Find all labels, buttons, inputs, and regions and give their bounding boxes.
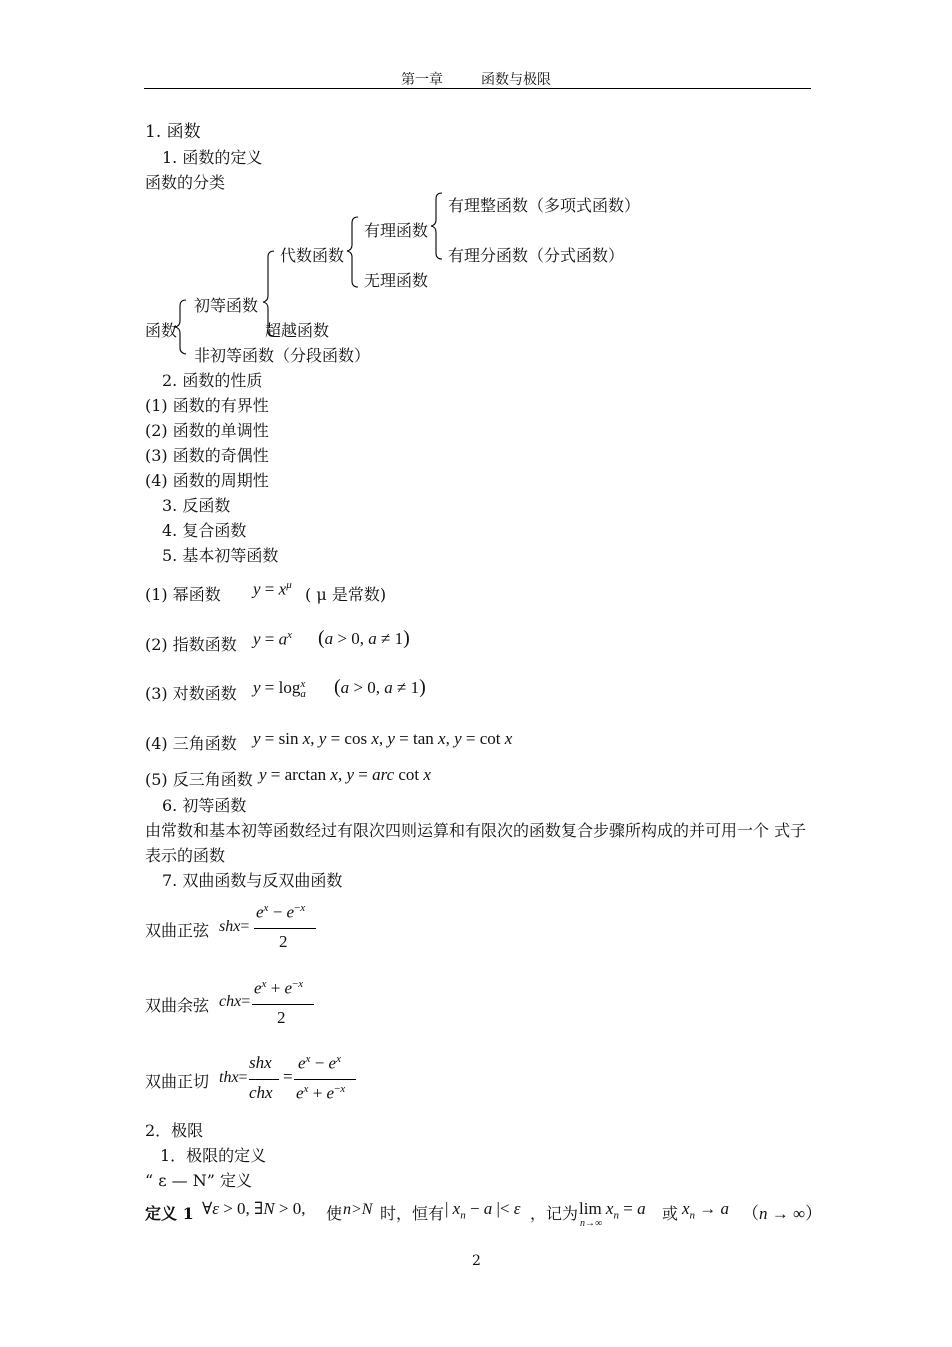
brace-rational [431, 193, 442, 259]
brace-algebraic [347, 217, 358, 287]
log-formula: y = log x a [253, 678, 306, 701]
header-chapter: 第一章 [401, 72, 443, 88]
epsilon-n-title: “ ε — N” 定义 [145, 1171, 252, 1190]
power-formula: $y = x^\mu$ [253, 579, 292, 599]
basic-log-label: (3) 对数函数 [145, 684, 237, 703]
exp-condition: (a > 0, a ≠ 1) [318, 627, 410, 649]
arc-formula: y = arctan x, y = arc cot x [259, 765, 431, 784]
elementary-definition-line1: 由常数和基本初等函数经过有限次四则运算和有限次的函数复合步骤所构成的并可用一个 式子 [145, 821, 807, 840]
sinh-symbol: shx= [219, 918, 250, 935]
tree-fractional: 有理分函数（分式函数） [448, 246, 625, 265]
definition-n-gt-n: n>N [343, 1201, 373, 1218]
basic-power-label: (1) 幂函数 [145, 585, 221, 604]
subsection-properties: 2. 函数的性质 [162, 371, 263, 390]
tree-non-elementary: 非初等函数（分段函数） [194, 346, 371, 365]
cosh-symbol: chx= [219, 993, 251, 1010]
brace-root [175, 300, 186, 354]
property-bounded: (1) 函数的有界性 [145, 396, 269, 415]
tree-rational: 有理函数 [364, 221, 429, 240]
basic-arc-label: (5) 反三角函数 [145, 770, 253, 789]
sinh-fraction: $e^x - e^{-x}$ 2 [254, 902, 316, 954]
tree-elementary: 初等函数 [194, 296, 259, 315]
definition-limit: $\lim x_n = a$ [579, 1199, 646, 1222]
tree-root: 函数 [145, 321, 178, 340]
definition-text-d: 或 [662, 1204, 679, 1223]
subsection-definition: 1. 函数的定义 [162, 148, 263, 167]
definition-inequality: | $x_n - a$ |< ε [445, 1199, 521, 1222]
subsection-basic: 5. 基本初等函数 [162, 546, 279, 565]
basic-trig-label: (4) 三角函数 [145, 734, 237, 753]
tree-braces [0, 0, 952, 400]
definition-limit-subscript: n→∞ [580, 1218, 603, 1229]
sinh-label: 双曲正弦 [145, 921, 210, 940]
property-parity: (3) 函数的奇偶性 [145, 446, 269, 465]
subsection-inverse: 3. 反函数 [162, 496, 231, 515]
basic-exp-label: (2) 指数函数 [145, 635, 237, 654]
section-1-title: 1. 函数 [145, 122, 201, 142]
definition-text-c: ，记为 [530, 1204, 579, 1223]
definition-condition: （n → ∞） [742, 1204, 823, 1223]
tanh-label: 双曲正切 [145, 1072, 210, 1091]
tanh-equals: = [283, 1067, 293, 1086]
property-monotonic: (2) 函数的单调性 [145, 421, 269, 440]
tree-algebraic: 代数函数 [280, 246, 345, 265]
brace-elementary [263, 251, 274, 336]
definition-1-label: 定义 1 [145, 1204, 194, 1223]
cosh-fraction: $e^x + e^{-x}$ 2 [252, 978, 314, 1030]
header-title: 函数与极限 [481, 72, 551, 88]
definition-text-b: 时，恒有 [380, 1204, 445, 1223]
subsection-hyperbolic: 7. 双曲函数与反双曲函数 [162, 871, 343, 890]
subsection-composite: 4. 复合函数 [162, 521, 247, 540]
definition-text-a: 使 [326, 1204, 343, 1223]
tanh-symbol: thx= [219, 1069, 248, 1086]
subsection-elementary: 6. 初等函数 [162, 796, 247, 815]
elementary-definition-line2: 表示的函数 [145, 846, 226, 865]
log-condition: (a > 0, a ≠ 1) [334, 676, 426, 698]
section-2-title: 2．极限 [145, 1121, 204, 1140]
cosh-label: 双曲余弦 [145, 996, 210, 1015]
tree-transcendental: 超越函数 [265, 321, 330, 340]
tanh-fraction-left: shx chx [249, 1053, 279, 1105]
trig-formula: y = sin x, y = cos x, y = tan x, y = cot x [253, 729, 513, 748]
definition-quantifiers: ∀ε > 0, ∃N > 0, [202, 1199, 306, 1218]
page-number: 2 [472, 1253, 481, 1269]
tree-irrational: 无理函数 [364, 271, 429, 290]
tree-polynomial: 有理整函数（多项式函数） [448, 196, 641, 215]
exp-formula: $y = a^x$ [253, 629, 293, 649]
property-periodic: (4) 函数的周期性 [145, 471, 269, 490]
definition-arrow: $x_n \to a$ [682, 1199, 730, 1222]
classification-title: 函数的分类 [145, 173, 226, 192]
tanh-fraction-right: $e^x - e^x$ $e^x + e^{-x}$ [294, 1053, 356, 1105]
basic-power-note: ( μ 是常数) [305, 585, 387, 604]
limit-definition-subtitle: 1．极限的定义 [160, 1146, 267, 1165]
